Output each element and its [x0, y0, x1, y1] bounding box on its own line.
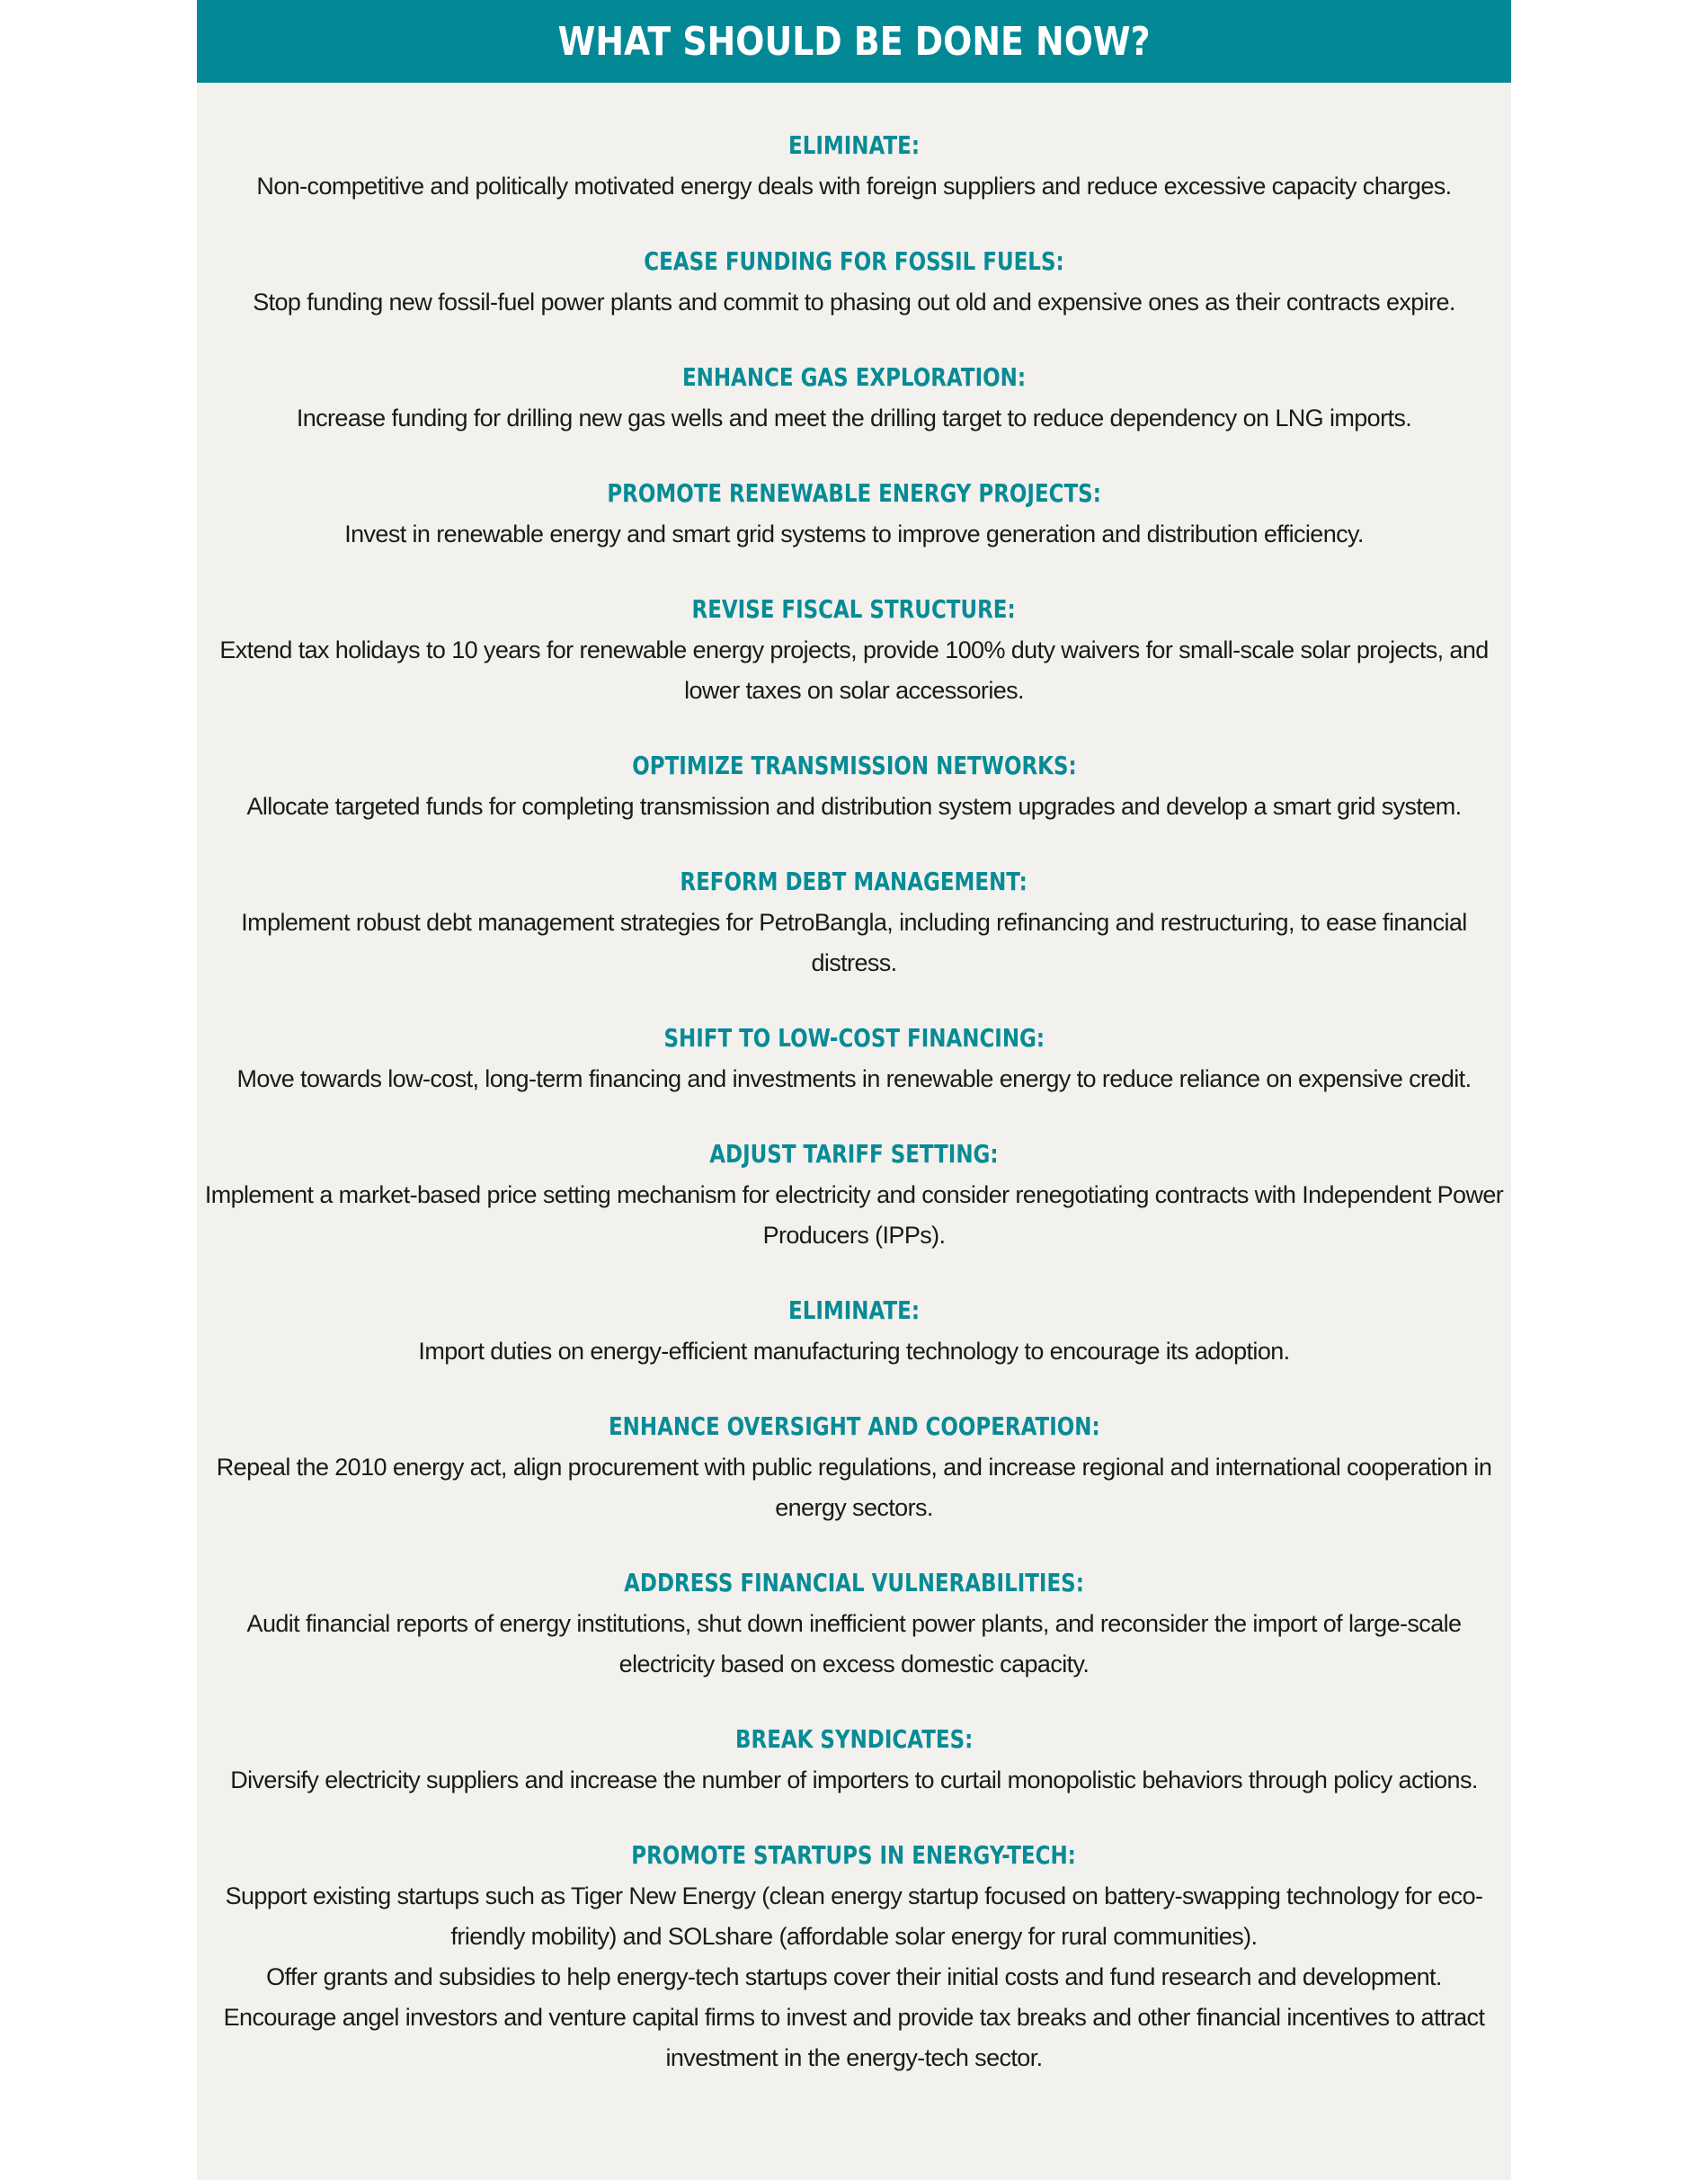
- section-body-text: Non-competitive and politically motivated energy deals with foreign suppliers and reduce excessive capacity charges.: [256, 173, 1452, 200]
- title-banner: [197, 0, 1511, 83]
- recommendation-section: [197, 130, 1511, 207]
- recommendation-section: [197, 751, 1511, 827]
- recommendation-section: [197, 1139, 1511, 1256]
- recommendation-section: [197, 1295, 1511, 1372]
- section-body-text: Increase funding for drilling new gas wells and meet the drilling target to reduce dependency on LNG imports.: [296, 405, 1412, 432]
- section-body-text: Invest in renewable energy and smart grid systems to improve generation and distribution efficiency.: [344, 521, 1364, 547]
- section-body-text: Stop funding new fossil-fuel power plants and commit to phasing out old and expensive ones as their contracts expire.: [253, 289, 1455, 316]
- section-heading: PROMOTE STARTUPS IN ENERGY-TECH:: [631, 1840, 1077, 1870]
- section-heading: PROMOTE RENEWABLE ENERGY PROJECTS:: [607, 478, 1101, 508]
- section-heading: REFORM DEBT MANAGEMENT:: [680, 867, 1028, 896]
- page-title: WHAT SHOULD BE DONE NOW?: [557, 18, 1151, 65]
- recommendation-section: [197, 1724, 1511, 1801]
- section-body-text: Move towards low-cost, long-term financing and investments in renewable energy to reduce reliance on expensive credit.: [236, 1065, 1472, 1092]
- recommendation-section: [197, 1568, 1511, 1685]
- section-heading: ELIMINATE:: [788, 1295, 920, 1325]
- section-heading: ADJUST TARIFF SETTING:: [709, 1139, 999, 1169]
- section-body-text: Offer grants and subsidies to help energy-tech startups cover their initial costs and fund research and development.: [266, 1963, 1442, 1990]
- section-heading: ELIMINATE:: [788, 130, 920, 160]
- recommendation-section: [197, 594, 1511, 711]
- section-body-text: Import duties on energy-efficient manufacturing technology to encourage its adoption.: [418, 1338, 1290, 1365]
- section-heading: BREAK SYNDICATES:: [734, 1724, 974, 1754]
- recommendation-section: [197, 246, 1511, 323]
- recommendation-section: [197, 1411, 1511, 1528]
- section-heading: ENHANCE OVERSIGHT AND COOPERATION:: [608, 1411, 1100, 1441]
- section-body-text: Implement a market-based price setting mechanism for electricity and consider renegotiating contracts with Independent Power Producers (IPPs).: [204, 1181, 1504, 1249]
- section-heading: CEASE FUNDING FOR FOSSIL FUELS:: [644, 246, 1064, 276]
- recommendation-section: [197, 1840, 1511, 2078]
- section-heading: ADDRESS FINANCIAL VULNERABILITIES:: [624, 1568, 1084, 1597]
- section-body-text: Audit financial reports of energy institutions, shut down inefficient power plants, and reconsider the import of large-scale electricity based on excess domestic capacity.: [246, 1610, 1462, 1677]
- section-body-text: Repeal the 2010 energy act, align procurement with public regulations, and increase regional and international cooperation in energy sectors.: [216, 1454, 1492, 1521]
- section-heading: SHIFT TO LOW-COST FINANCING:: [663, 1023, 1045, 1053]
- section-body-text: Diversify electricity suppliers and increase the number of importers to curtail monopolistic behaviors through policy actions.: [230, 1766, 1478, 1793]
- section-heading: OPTIMIZE TRANSMISSION NETWORKS:: [631, 751, 1077, 780]
- document-page: [197, 0, 1511, 2180]
- recommendation-section: [197, 362, 1511, 439]
- section-heading: REVISE FISCAL STRUCTURE:: [691, 594, 1017, 624]
- section-heading: ENHANCE GAS EXPLORATION:: [681, 362, 1027, 392]
- recommendation-section: [197, 1023, 1511, 1099]
- section-body-text: Extend tax holidays to 10 years for renewable energy projects, provide 100% duty waivers for small-scale solar projects, and lower taxes on solar accessories.: [219, 636, 1489, 704]
- section-body-text: Encourage angel investors and venture capital firms to invest and provide tax breaks and other financial incentives to attract investment in the energy-tech sector.: [223, 2004, 1485, 2071]
- section-body-text: Implement robust debt management strategies for PetroBangla, including refinancing and restructuring, to ease financial distress.: [241, 909, 1467, 976]
- recommendation-section: [197, 478, 1511, 555]
- recommendations-list: [197, 83, 1511, 2078]
- section-body-text: Support existing startups such as Tiger New Energy (clean energy startup focused on battery-swapping technology for eco-friendly mobility) and SOLshare (affordable solar energy for rural communities).: [225, 1882, 1483, 1950]
- recommendation-section: [197, 867, 1511, 983]
- section-body-text: Allocate targeted funds for completing transmission and distribution system upgrades and develop a smart grid system.: [246, 793, 1462, 820]
